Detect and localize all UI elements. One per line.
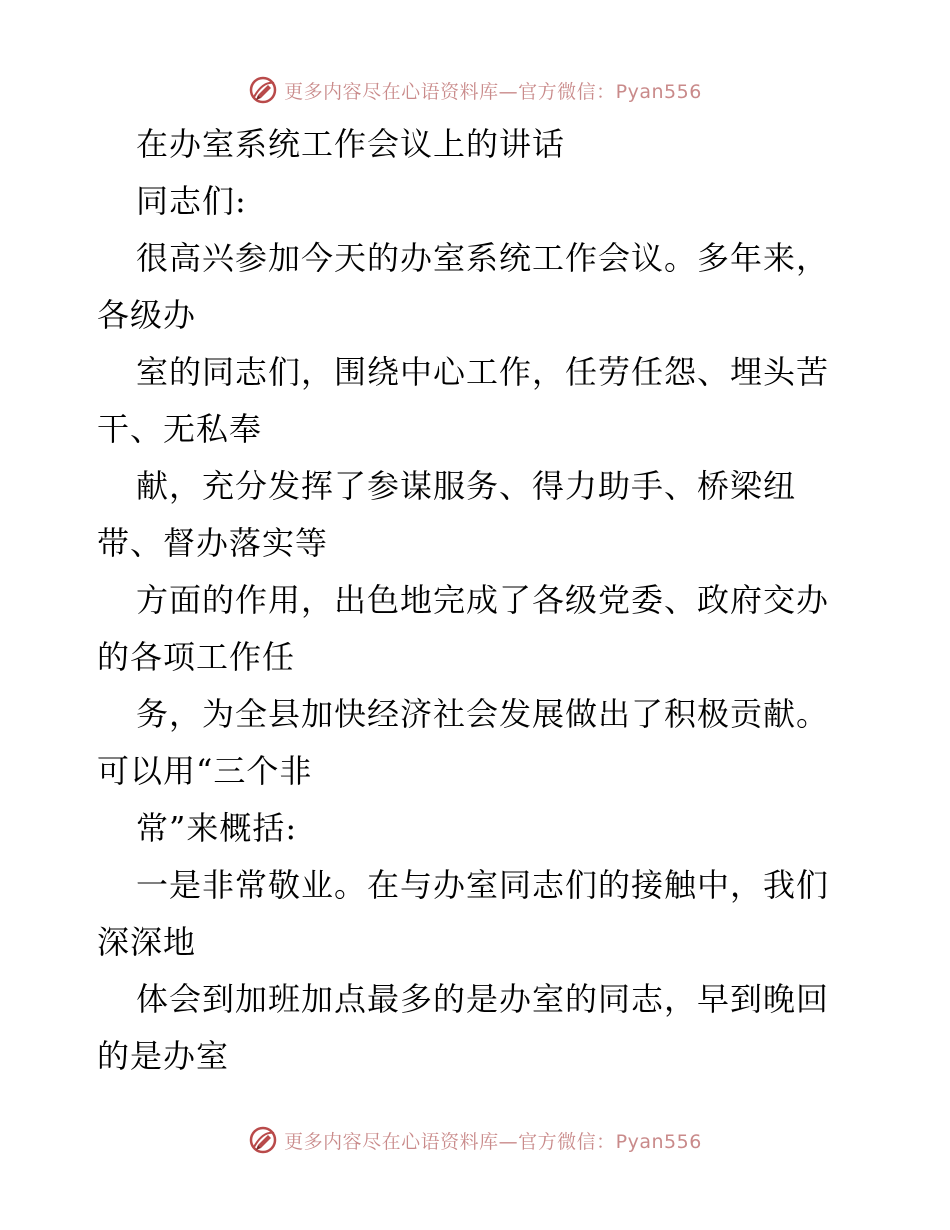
watermark-text: 更多内容尽在心语资料库—官方微信：Pyan556: [284, 80, 702, 103]
text-line: 献，充分发挥了参谋服务、得力助手、桥梁纽: [136, 467, 797, 505]
text-line: 体会到加班加点最多的是办室的同志，早到晚回: [136, 980, 830, 1018]
text-line: 常”来概括:: [136, 809, 298, 847]
pen-logo-icon: [248, 1125, 278, 1155]
text-line: 各级办: [97, 296, 197, 334]
document-body: [0, 116, 950, 1085]
text-line: 干、无私奉: [97, 410, 263, 448]
text-line: 同志们:: [136, 182, 247, 220]
text-line: 务，为全县加快经济社会发展做出了积极贡献。: [136, 695, 830, 733]
text-line: 室的同志们，围绕中心工作，任劳任怨、埋头苦: [136, 353, 830, 391]
text-line: 的是办室: [97, 1037, 230, 1075]
text-line: 很高兴参加今天的办室系统工作会议。多年来，: [136, 239, 830, 277]
watermark-text: 更多内容尽在心语资料库—官方微信：Pyan556: [284, 1130, 702, 1153]
text-line: 方面的作用，出色地完成了各级党委、政府交办: [136, 581, 830, 619]
text-line: 带、督办落实等: [97, 524, 329, 562]
pen-logo-icon: [248, 75, 278, 105]
text-line: 的各项工作任: [97, 638, 296, 676]
text-line: 可以用“三个非: [97, 752, 313, 790]
watermark-footer: [0, 1120, 950, 1160]
text-line: 深深地: [97, 923, 197, 961]
watermark-header: [0, 70, 950, 110]
text-line: 在办室系统工作会议上的讲话: [136, 125, 566, 163]
text-line: 一是非常敬业。在与办室同志们的接触中，我们: [136, 866, 830, 904]
